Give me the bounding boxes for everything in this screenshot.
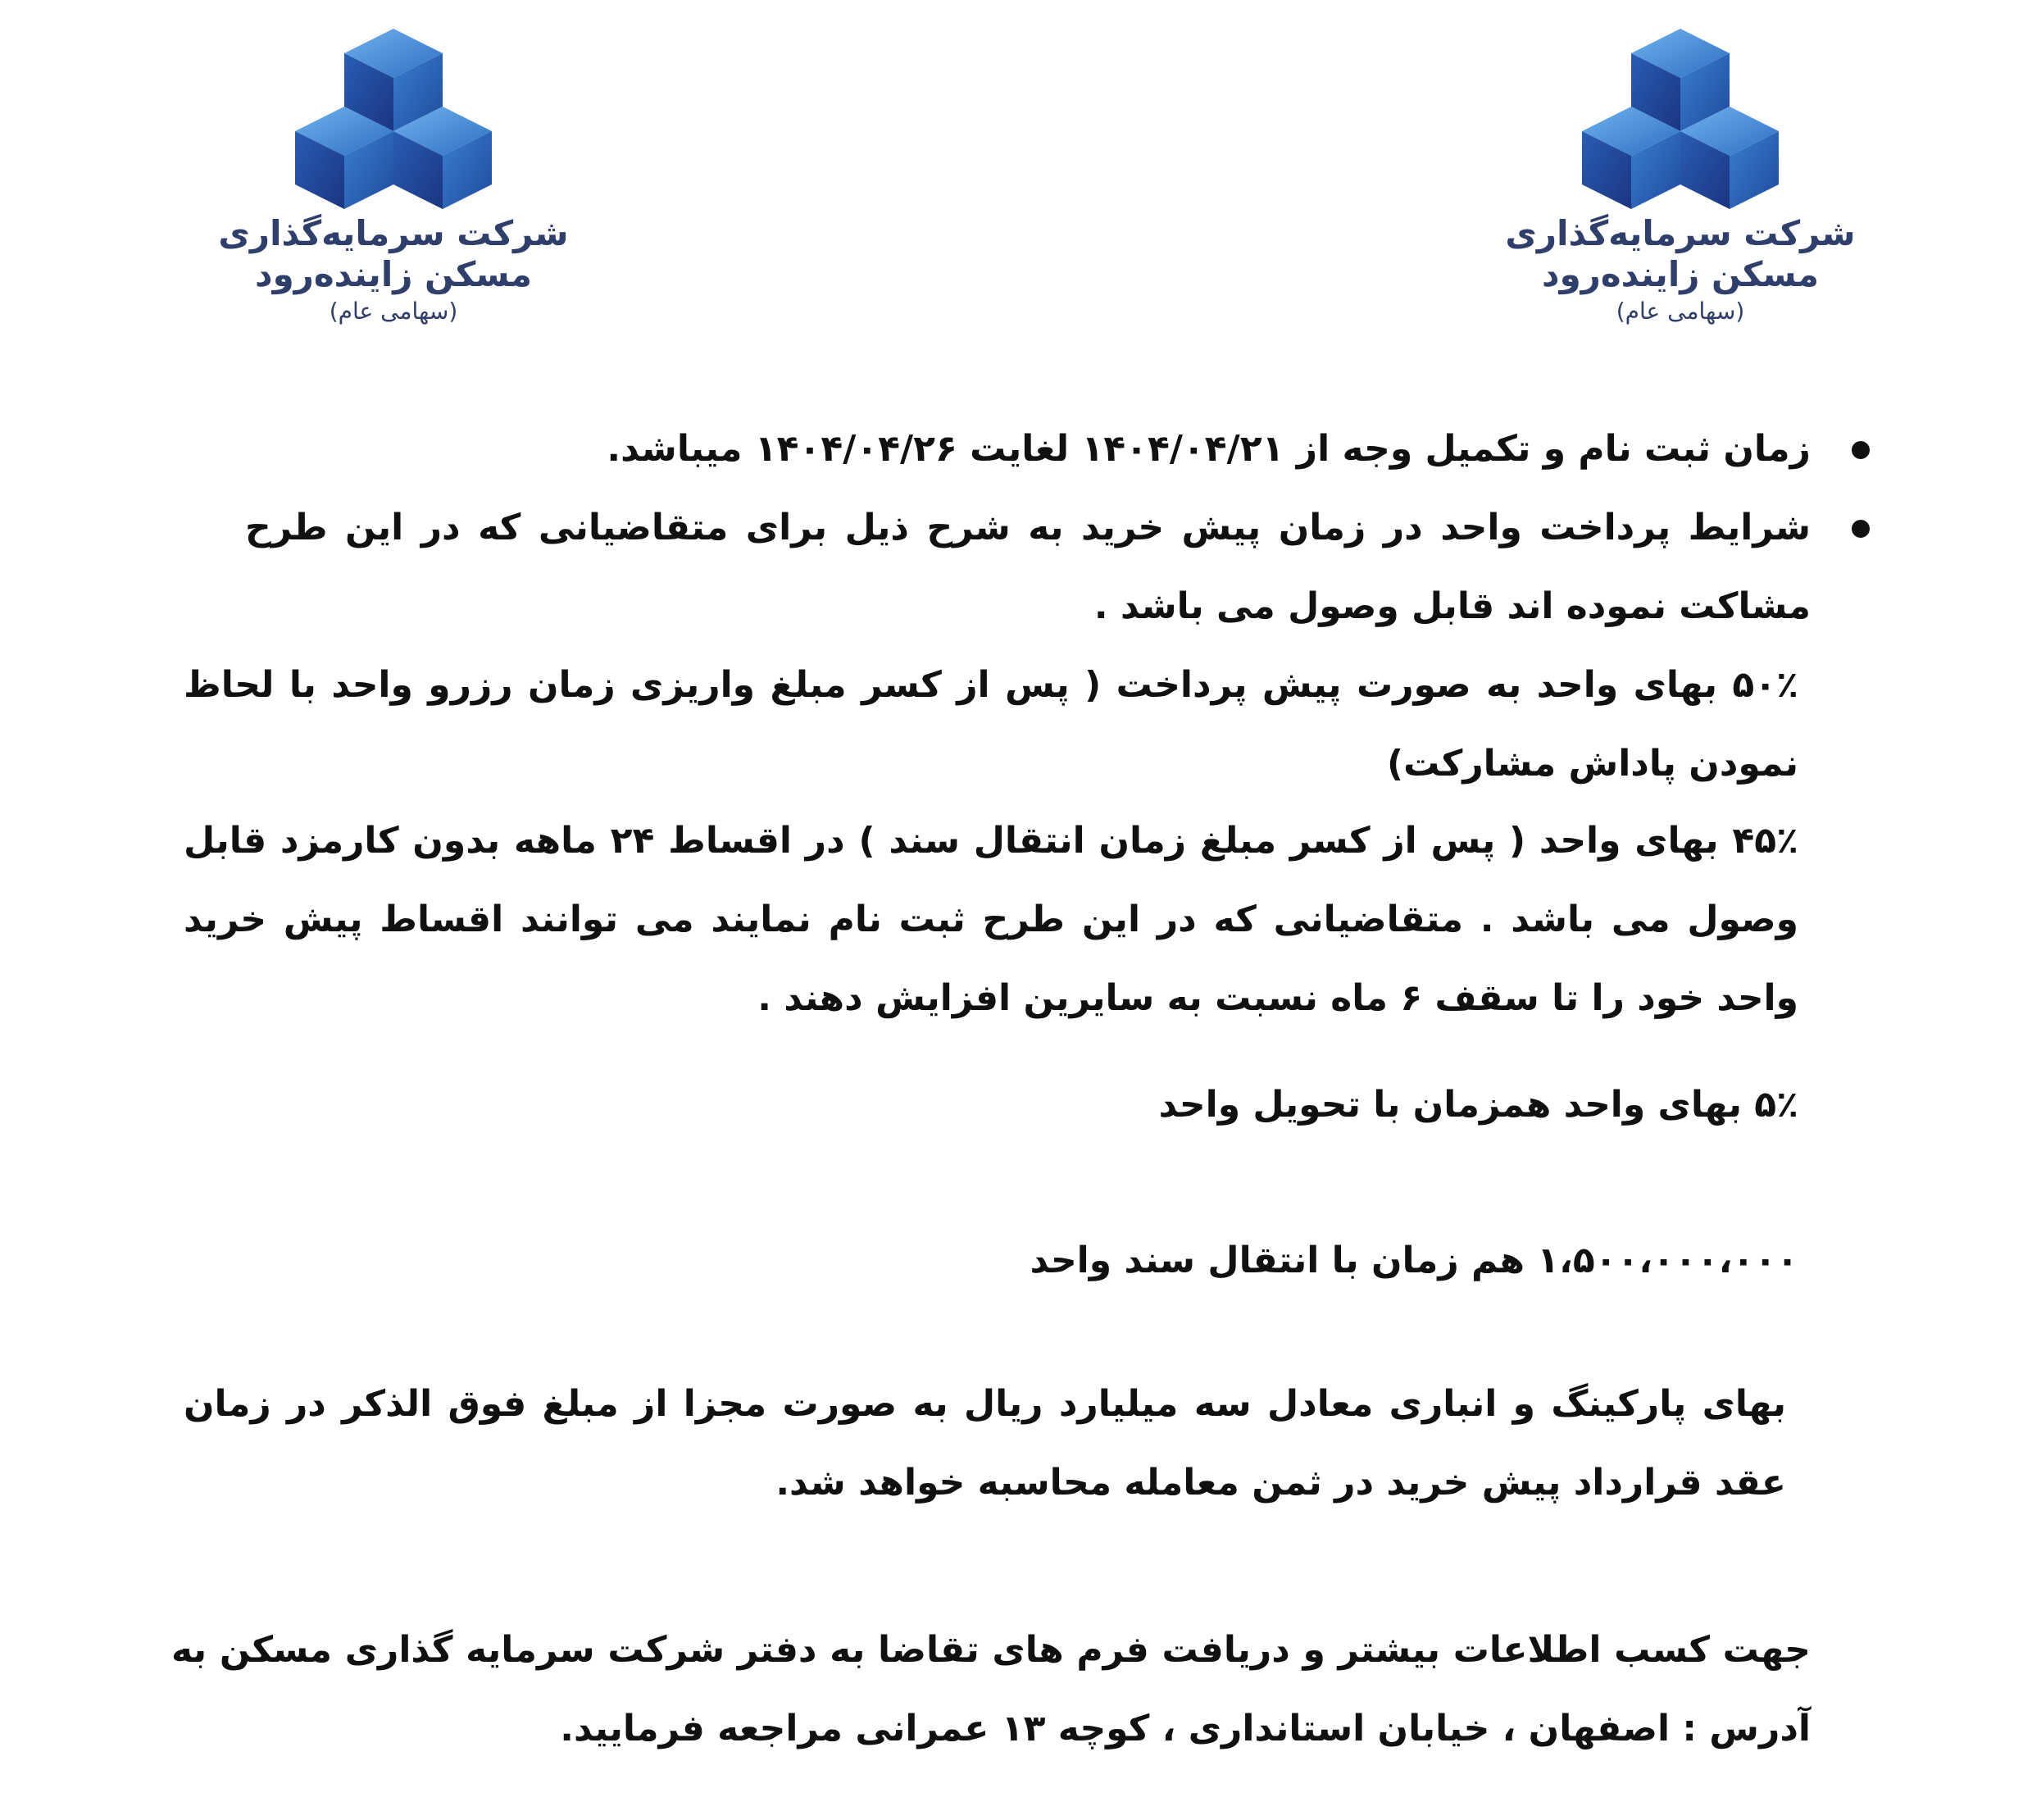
list-item [245,489,1884,646]
bullet-icon [1852,520,1870,538]
registration-period-text: زمان ثبت نام و تکمیل وجه از ۱۴۰۴/۰۴/۲۱ لغایت ۱۴۰۴/۰۴/۲۶ میباشد. [607,428,1811,470]
bullet-icon [1852,441,1870,459]
info-bullet-list [245,410,1884,646]
logo-company-subname: مسکن زاینده‌رود [1542,254,1819,294]
cubes-logo-icon [1574,25,1787,213]
payment-5-percent: ۵٪ بهای واحد همزمان با تحویل واحد [1158,1084,1798,1126]
payment-50-percent: ۵۰٪ بهای واحد به صورت پیش پرداخت ( پس از کسر مبلغ واریزی زمان رزرو واحد با لحاظ نمودن پاداش مشارکت) [184,664,1798,785]
payment-terms-intro-text: شرایط پرداخت واحد در زمان پیش خرید به شرح ذیل برای متقاضیانی که در این طرح مشاکت نموده اند قابل وصول می باشد . [245,507,1811,627]
logo-company-type: (سهامی عام) [1616,298,1745,325]
logo-company-type: (سهامی عام) [329,298,458,325]
cubes-logo-icon [287,25,500,213]
logo-company-subname: مسکن زاینده‌رود [255,254,532,294]
company-logo-right [1492,25,1869,353]
payment-fixed-amount: ۱،۵۰۰،۰۰۰،۰۰۰ هم زمان با انتقال سند واحد [1030,1240,1798,1281]
company-logo-left [205,25,582,353]
list-item [245,410,1884,489]
payment-45-percent: ۴۵٪ بهای واحد ( پس از کسر مبلغ زمان انتقال سند ) در اقساط ۲۴ ماهه بدون کارمزد قابل وصول می باشد . متقاضیانی که در این طرح ثبت نام نمایند می توانند اقساط پیش خرید واحد خود را تا سقف ۶ ماه نسبت به سایرین افزایش دهند . [184,820,1798,1019]
logo-company-name: شرکت سرمایه‌گذاری [1505,213,1856,253]
parking-storage-note: بهای پارکینگ و انباری معادل سه میلیارد ریال به صورت مجزا از مبلغ فوق الذکر در زمان عقد قرارداد پیش خرید در ثمن معامله محاسبه خواهد شد. [184,1383,1786,1504]
logo-company-name: شرکت سرمایه‌گذاری [218,213,569,253]
contact-address-note: جهت کسب اطلاعات بیشتر و دریافت فرم های تقاضا به دفتر شرکت سرمایه گذاری مسکن به آدرس : اصفهان ، خیابان استانداری ، کوچه ۱۳ عمرانی مراجعه فرمایید. [171,1629,1811,1749]
